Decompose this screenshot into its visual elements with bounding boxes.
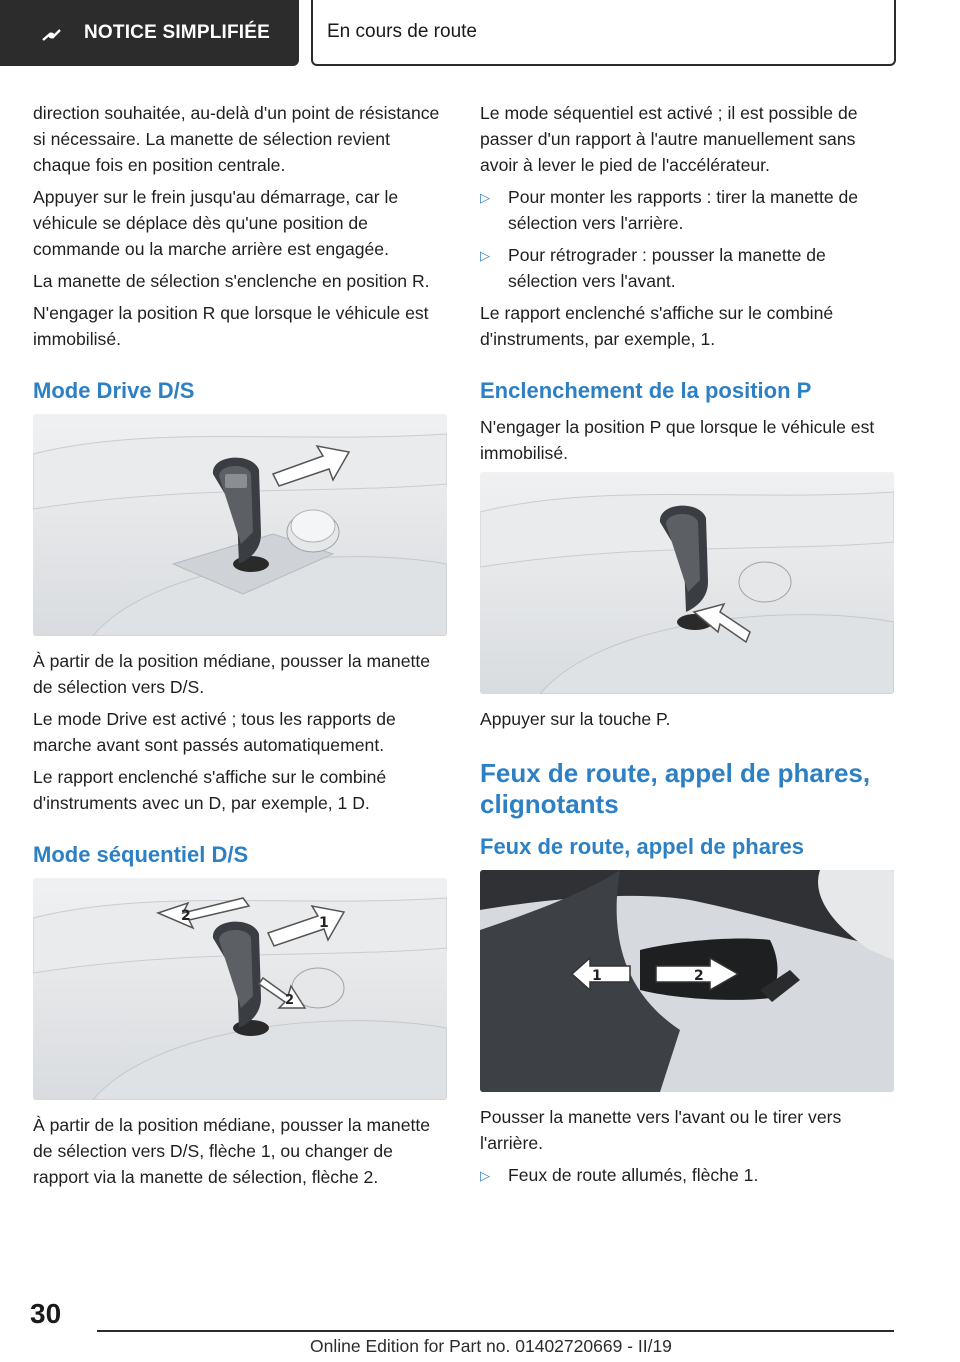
- bullet-text: Feux de route allumés, flèche 1.: [508, 1165, 759, 1185]
- arrow-label-1: 1: [319, 915, 329, 931]
- paragraph: Appuyer sur la touche P.: [480, 709, 671, 729]
- footer-edition: Online Edition for Part no. 01402720669 - II/19: [310, 1336, 672, 1356]
- figure-light-stalk: [480, 870, 894, 1092]
- paragraph: Le rapport enclenché s'affiche sur le combiné d'instruments avec un D, par exemple, 1 D.: [33, 767, 387, 813]
- heading-headlights: Feux de route, appel de phares, clignotants: [480, 758, 871, 819]
- figure-gear-selector-drive: [33, 414, 447, 636]
- triangle-right-icon: ▷: [480, 1168, 490, 1183]
- triangle-right-icon: ▷: [480, 190, 490, 205]
- right-column: [480, 100, 896, 1195]
- arrow-label-2: 2: [181, 908, 191, 924]
- paragraph: Le mode séquentiel est activé ; il est possible de passer d'un rapport à l'autre manuellement sans avoir à lever le pied de l'accélérateur.: [480, 103, 858, 175]
- paragraph: Le rapport enclenché s'affiche sur le combiné d'instruments, par exemple, 1.: [480, 303, 834, 349]
- header-section-box: [311, 0, 896, 66]
- paragraph: N'engager la position R que lorsque le véhicule est immobilisé.: [33, 303, 429, 349]
- figure-gear-selector-park: [480, 472, 894, 694]
- paragraph: N'engager la position P que lorsque le véhicule est immobilisé.: [480, 417, 875, 463]
- bullet-item: [480, 242, 896, 294]
- arrow-label-2: 2: [694, 968, 704, 984]
- figure-gear-selector-sequential: [33, 878, 447, 1100]
- paragraph: La manette de sélection s'enclenche en position R.: [33, 271, 430, 291]
- header-tab-label: NOTICE SIMPLIFIÉE: [84, 22, 271, 43]
- page-number: 30: [30, 1298, 62, 1329]
- section-title: En cours de route: [327, 21, 477, 42]
- bullet-text: Pour monter les rapports : tirer la manette de sélection vers l'arrière.: [508, 187, 859, 233]
- paragraph: À partir de la position médiane, pousser la manette de sélection vers D/S, flèche 1, ou changer de rapport via la manette de sélection, flèche 2.: [33, 1115, 431, 1187]
- paragraph: direction souhaitée, au-delà d'un point de résistance si nécessaire. La manette de sélection revient chaque fois en position centrale.: [33, 103, 440, 175]
- paragraph: Pousser la manette vers l'avant ou le tirer vers l'arrière.: [480, 1107, 842, 1153]
- arrow-label-2b: 2: [285, 993, 295, 1008]
- heading-position-p: Enclenchement de la position P: [480, 378, 812, 403]
- page-header: [0, 0, 960, 66]
- pin-icon: [40, 28, 62, 42]
- heading-mode-drive: Mode Drive D/S: [33, 378, 195, 403]
- heading-mode-sequential: Mode séquentiel D/S: [33, 842, 249, 867]
- heading-headlights-sub: Feux de route, appel de phares: [480, 834, 804, 859]
- left-column: [33, 100, 449, 1196]
- paragraph: Appuyer sur le frein jusqu'au démarrage, car le véhicule se déplace dès qu'une position de commande ou la marche arrière est engagée.: [33, 187, 399, 259]
- bullet-text: Pour rétrograder : pousser la manette de sélection vers l'avant.: [508, 245, 826, 291]
- arrow-label-1: 1: [592, 968, 602, 984]
- header-tab: [0, 0, 299, 66]
- paragraph: Le mode Drive est activé ; tous les rapports de marche avant sont passés automatiquement.: [33, 709, 396, 755]
- triangle-right-icon: ▷: [480, 248, 490, 263]
- bullet-item: [480, 184, 896, 236]
- bullet-item: [480, 1162, 896, 1189]
- paragraph: À partir de la position médiane, pousser la manette de sélection vers D/S.: [33, 651, 431, 697]
- footer-divider: [97, 1330, 894, 1332]
